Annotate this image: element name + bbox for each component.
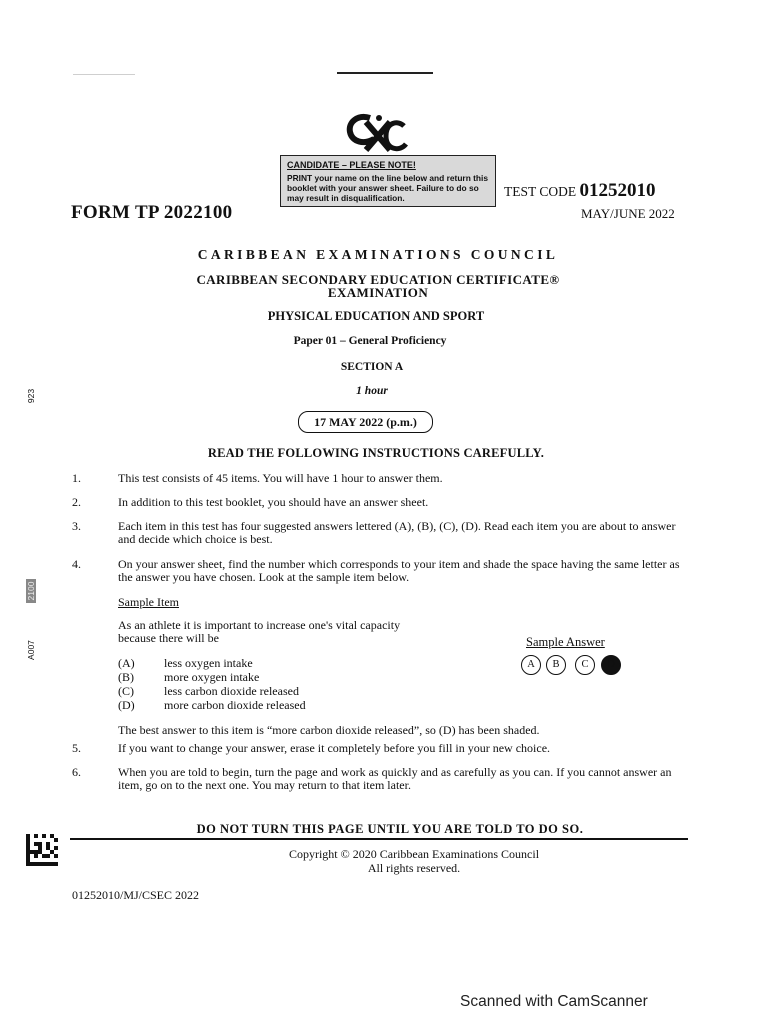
instruction-number: 6. <box>72 765 81 779</box>
option-text: more oxygen intake <box>164 670 260 684</box>
answer-bubble-d-shaded: D <box>601 655 621 675</box>
option-letter: (D) <box>118 698 135 712</box>
instruction-text: If you want to change your answer, erase it completely before you fill in your new choice. <box>118 741 551 755</box>
test-code-value: 01252010 <box>579 180 656 201</box>
option-letter: (C) <box>118 684 134 698</box>
notice-text: PRINT your name on the line below and return this booklet with your answer sheet. Failure to do so may result in disqualification. <box>287 173 489 203</box>
datamatrix-code-icon <box>26 834 58 866</box>
copyright-line: Copyright © 2020 Caribbean Examinations Council <box>288 847 540 861</box>
test-code <box>504 180 656 202</box>
answer-bubble-c: C <box>575 655 595 675</box>
option-text: more carbon dioxide released <box>164 698 306 712</box>
test-code-label: TEST CODE <box>504 184 577 199</box>
margin-code-923: 923 <box>26 388 36 404</box>
rights-line: All rights reserved. <box>367 861 461 875</box>
do-not-turn-warning: DO NOT TURN THIS PAGE UNTIL YOU ARE TOLD TO DO SO. <box>196 822 584 836</box>
form-number: FORM TP 2022100 <box>71 202 233 223</box>
instruction-number: 2. <box>72 495 81 509</box>
copyright <box>30 847 768 875</box>
instruction-number: 4. <box>72 557 81 571</box>
option-text: less carbon dioxide released <box>164 684 299 698</box>
instructions-heading: READ THE FOLLOWING INSTRUCTIONS CAREFULLY. <box>207 446 545 460</box>
faint-rule <box>73 74 135 75</box>
cxc-logo-icon <box>344 112 410 156</box>
subject-title: PHYSICAL EDUCATION AND SPORT <box>267 309 485 323</box>
option-letter: (A) <box>118 656 135 670</box>
section-title: SECTION A <box>340 361 404 373</box>
exam-date: 17 MAY 2022 (p.m.) <box>298 411 433 433</box>
instruction-text: On your answer sheet, find the number which corresponds to your item and shade the space having the same letter as the answer you have chosen. Look at the sample item below. <box>118 557 680 584</box>
instruction-text: When you are told to begin, turn the page and work as quickly and as carefully as you can. If you cannot answer an item, go on to the next one. You may return to that item later. <box>118 765 672 792</box>
instruction-text: This test consists of 45 items. You will have 1 hour to answer them. <box>118 471 443 485</box>
camscanner-watermark: Scanned with CamScanner <box>460 993 648 1010</box>
instruction-text: Each item in this test has four suggested answers lettered (A), (B), (C), (D). Read each item you are about to answer and decide which choice is best. <box>118 519 676 546</box>
paper-title: Paper 01 – General Proficiency <box>293 335 447 347</box>
margin-code-a007: A007 <box>26 640 36 660</box>
exam-duration: 1 hour <box>356 385 388 397</box>
instruction-number: 5. <box>72 741 81 755</box>
notice-title: CANDIDATE – PLEASE NOTE! <box>287 160 416 170</box>
council-name: CARIBBEAN EXAMINATIONS COUNCIL <box>197 247 559 262</box>
sample-item-title: Sample Item <box>118 595 179 609</box>
sample-answer-title: Sample Answer <box>526 635 605 649</box>
footer-rule <box>70 838 688 840</box>
certificate-line-1: CARIBBEAN SECONDARY EDUCATION CERTIFICATE® <box>196 272 560 287</box>
exam-session: MAY/JUNE 2022 <box>581 206 675 221</box>
candidate-notice-box <box>280 155 496 207</box>
option-letter: (B) <box>118 670 134 684</box>
instruction-number: 3. <box>72 519 81 533</box>
instruction-text: In addition to this test booklet, you should have an answer sheet. <box>118 495 429 509</box>
margin-code-2100: 2100 <box>26 579 36 603</box>
sample-explanation: The best answer to this item is “more carbon dioxide released”, so (D) has been shaded. <box>118 723 540 737</box>
certificate-line-2: EXAMINATION <box>327 285 429 300</box>
answer-bubble-a: A <box>521 655 541 675</box>
paper-reference: 01252010/MJ/CSEC 2022 <box>72 888 200 902</box>
option-text: less oxygen intake <box>164 656 253 670</box>
answer-bubble-b: B <box>546 655 566 675</box>
sample-question: As an athlete it is important to increase one's vital capacity because there will be <box>118 618 401 645</box>
instruction-number: 1. <box>72 471 81 485</box>
certificate-title <box>0 273 762 299</box>
top-rule <box>337 72 433 74</box>
